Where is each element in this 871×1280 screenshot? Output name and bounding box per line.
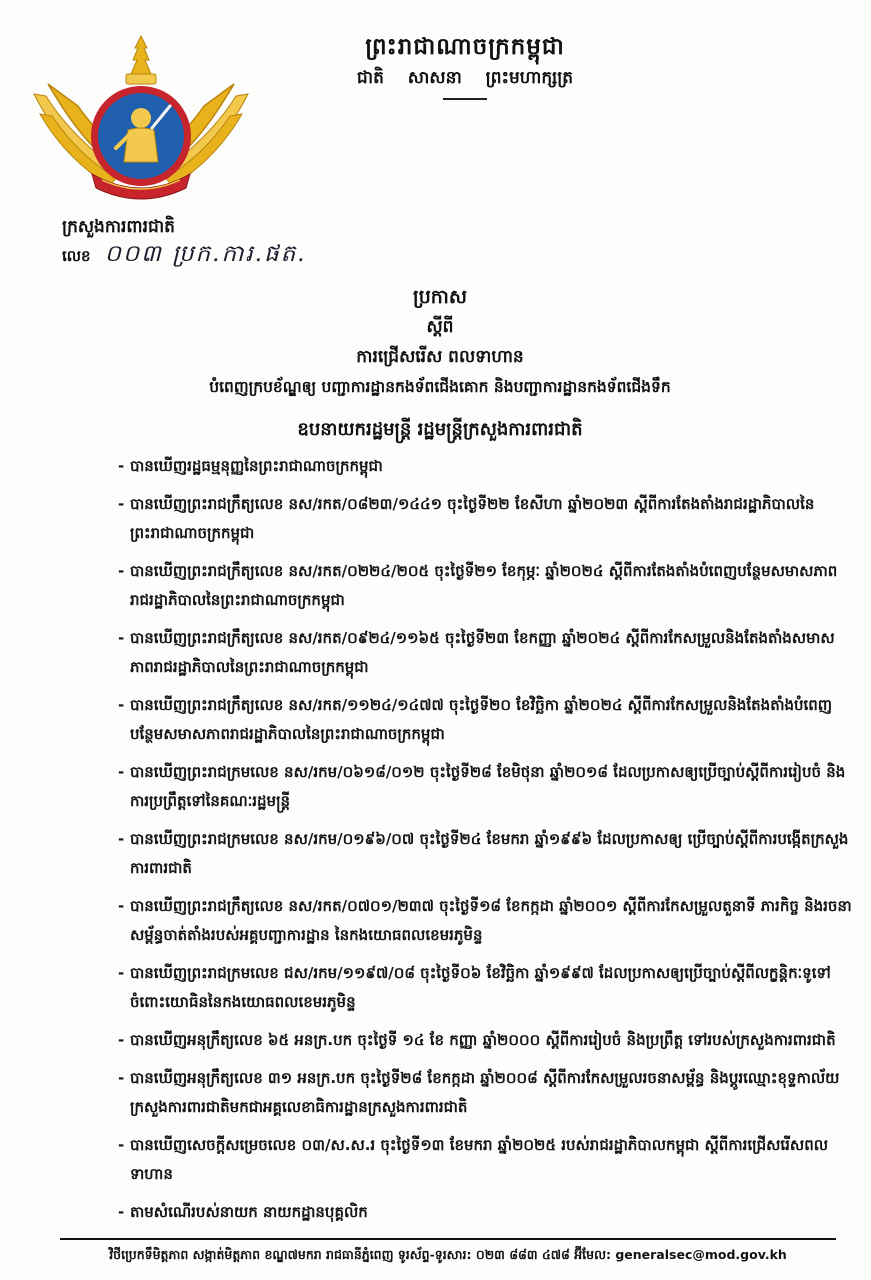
ministry-emblem-icon — [30, 34, 252, 204]
consideration-item: - បានឃើញរដ្ឋធម្មនុញ្ញនៃព្រះរាជាណាចក្រកម្ពុជា — [118, 452, 854, 481]
consideration-item: - បានឃើញព្រះរាជក្រមលេខ ជស/រកម/១១៩៧/០៨ ចុះថ្ងៃទី០៦ ខែវិច្ឆិកា ឆ្នាំ១៩៩៧ ដែលប្រកាសឲ្យប្រើច្បាប់ស្ដីពីលក្ខន្តិកៈទូទៅចំពោះយោធិននៃកងយោធពលខេមរភូមិន្ទ — [118, 959, 854, 1017]
document-subject-detail: បំពេញក្របខ័ណ្ឌឲ្យ បញ្ជាការដ្ឋានកងទ័ពជើងគោក និងបញ្ជាការដ្ឋានកងទ័ពជើងទឹក — [209, 378, 671, 396]
reference-label: លេខ — [62, 247, 91, 265]
consideration-item: - បានឃើញព្រះរាជក្រមលេខ នស/រកម/០៦១៨/០១២ ចុះថ្ងៃទី២៨ ខែមិថុនា ឆ្នាំ២០១៨ ដែលប្រកាសឲ្យប្រើច្បាប់ស្ដីពីការរៀបចំ និងការប្រព្រឹត្តទៅនៃគណៈរដ្ឋមន្ត្រី — [118, 758, 854, 816]
consideration-item: - តាមសំណើរបស់នាយក នាយកដ្ឋានបុគ្គលិក — [118, 1198, 854, 1227]
consideration-item: - បានឃើញព្រះរាជក្រឹត្យលេខ នស/រកត/០២២៤/២០៥ ចុះថ្ងៃទី២១ ខែកុម្ភៈ ឆ្នាំ២០២៤ ស្ដីពីការតែងតាំងបំពេញបន្ថែមសមាសភាពរាជរដ្ឋាភិបាលនៃព្រះរាជាណាចក្រកម្ពុជា — [118, 557, 854, 615]
consideration-item: - បានឃើញព្រះរាជក្រឹត្យលេខ នស/រកត/០៩២៤/១១៦៥ ចុះថ្ងៃទី២៣ ខែកញ្ញា ឆ្នាំ២០២៤ ស្ដីពីការកែសម្រួលនិងតែងតាំងសមាសភាពរាជរដ្ឋាភិបាលនៃព្រះរាជាណាចក្រកម្ពុជា — [118, 624, 854, 682]
consideration-item: - បានឃើញព្រះរាជក្រឹត្យលេខ នស/រកត/១១២៤/១៤៧៧ ចុះថ្ងៃទី២០ ខែវិច្ឆិកា ឆ្នាំ២០២៤ ស្ដីពីការកែសម្រួលនិងតែងតាំងបំពេញបន្ថែមសមាសភាពរាជរដ្ឋាភិបាលនៃព្រះរាជាណាចក្រកម្ពុជា — [118, 691, 854, 749]
kingdom-name: ព្រះរាជាណាចក្រកម្ពុជា — [365, 34, 565, 60]
reference-number-block — [62, 240, 307, 272]
decree-title-block — [70, 282, 810, 446]
consideration-item: - បានឃើញសេចក្ដីសម្រេចលេខ ០៣/ស.ស.រ ចុះថ្ងៃទី១៣ ខែមករា ឆ្នាំ២០២៥ របស់រាជរដ្ឋាភិបាលកម្ពុជា ស្ដីពីការជ្រើសរើសពលទាហាន — [118, 1131, 854, 1189]
consideration-item: - បានឃើញព្រះរាជក្រឹត្យលេខ នស/រកត/០៨២៣/១៤៤១ ចុះថ្ងៃទី២២ ខែសីហា ឆ្នាំ២០២៣ ស្ដីពីការតែងតាំងរាជរដ្ឋាភិបាលនៃព្រះរាជាណាចក្រកម្ពុជា — [118, 490, 854, 548]
consideration-item: - បានឃើញអនុក្រឹត្យលេខ ៦៥ អនក្រ.បក ចុះថ្ងៃទី ១៤ ខែ កញ្ញា ឆ្នាំ២០០០ ស្ដីពីការរៀបចំ និងប្រព្រឹត្ត ទៅរបស់ក្រសួងការពារជាតិ — [118, 1026, 854, 1055]
document-issuer: ឧបនាយករដ្ឋមន្ត្រី រដ្ឋមន្ត្រីក្រសួងការពារជាតិ — [297, 419, 583, 440]
consideration-item: - បានឃើញព្រះរាជក្រមលេខ នស/រកម/០១៩៦/០៧ ចុះថ្ងៃទី២៤ ខែមករា ឆ្នាំ១៩៩៦ ដែលប្រកាសឲ្យ ប្រើច្បាប់ស្ដីពីការបង្កើតក្រសួងការពារជាតិ — [118, 825, 854, 883]
reference-number: ០០៣ ប្រក.ការ.ផត. — [104, 241, 307, 267]
consideration-item: - បានឃើញអនុក្រឹត្យលេខ ៣១ អនក្រ.បក ចុះថ្ងៃទី២៨ ខែកក្កដា ឆ្នាំ២០០៨ ស្ដីពីការកែសម្រួលរចនាសម្ព័ន្ធ និងប្ដូរឈ្មោះខុទ្ទកាល័យ ក្រសួងការពារជាតិមកជាអគ្គលេខាធិការដ្ឋានក្រសួងការពារជាតិ — [118, 1064, 854, 1122]
motto-divider — [443, 98, 487, 100]
document-type: ប្រកាស — [413, 286, 467, 308]
footer-address: វិថីប្រេកទឹមិត្តភាព សង្កាត់មិត្តភាព ខណ្ឌ៧មករា រាជធានីភ្នំពេញ ទូរស័ព្ទ-ទូរសារ: ០២៣ ៨៨៣ ៤៧៨ អ៊ីមែល: generalsec@mod.gov.kh — [109, 1247, 787, 1262]
kingdom-header — [300, 30, 630, 100]
considerations-list — [118, 452, 854, 1236]
national-motto: ជាតិ សាសនា ព្រះមហាក្សត្រ — [356, 68, 574, 88]
ministry-name: ក្រសួងការពារជាតិ — [62, 217, 175, 237]
document-subject: ការជ្រើសរើស ពលទាហាន — [356, 347, 524, 367]
footer-divider — [60, 1238, 836, 1240]
consideration-item: - បានឃើញព្រះរាជក្រឹត្យលេខ នស/រកត/០៧០១/២៣៧ ចុះថ្ងៃទី១៨ ខែកក្កដា ឆ្នាំ២០០១ ស្ដីពីការកែសម្រួលតួនាទី ភារកិច្ច និងរចនាសម្ព័ន្ធចាត់តាំងរបស់អគ្គបញ្ជាការដ្ឋាន នៃកងយោធពលខេមរភូមិន្ទ — [118, 892, 854, 950]
document-about: ស្ដីពី — [426, 317, 454, 337]
